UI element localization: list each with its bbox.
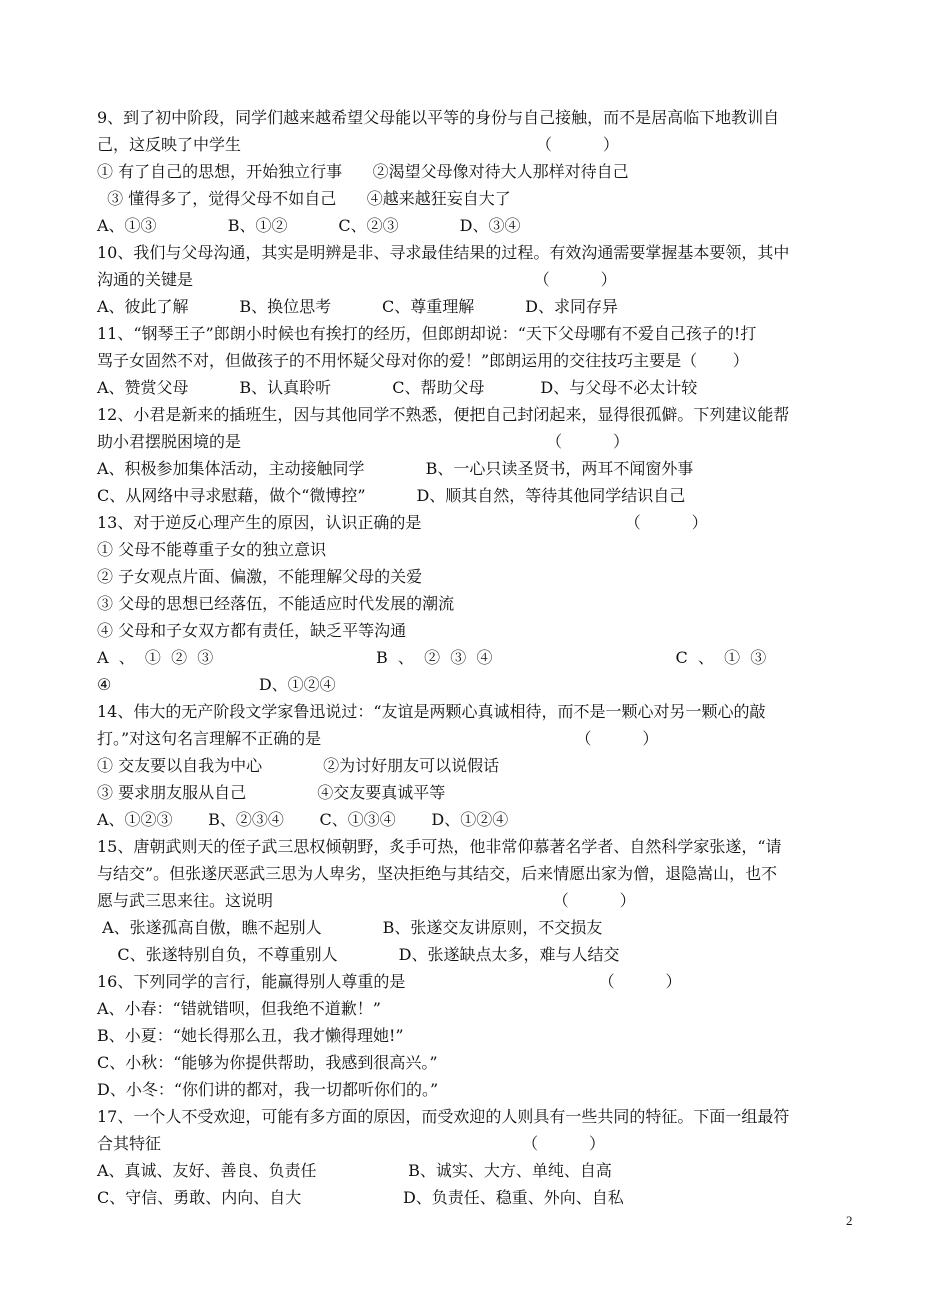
q16-option-b: B、小夏：“她长得那么丑，我才懒得理她!”: [97, 1026, 404, 1045]
q11-line-1: 11、“钢琴王子”郎朗小时候也有挨打的经历，但郎朗却说：“天下父母哪有不爱自己孩子的!打: [97, 324, 757, 343]
q12-line-1: 12、小君是新来的插班生，因与其他同学不熟悉，便把自己封闭起来，显得很孤僻。下列建议能帮: [97, 405, 790, 424]
q14-line-2: 打。”对这句名言理解不正确的是 （ ）: [97, 729, 659, 748]
q9-statements-2: ③ 懂得多了，觉得父母不如自己 ④越来越狂妄自大了: [97, 189, 511, 208]
q9-statements-1: ① 有了自己的思想，开始独立行事 ②渴望父母像对待大人那样对待自己: [97, 162, 629, 181]
q11-options: A、赞赏父母 B、认真聆听 C、帮助父母 D、与父母不必太计较: [97, 378, 698, 397]
q15-options-2: C、张遂特别自负，不尊重别人 D、张遂缺点太多，难与人结交: [97, 945, 620, 964]
q10-line-2: 沟通的关键是 （ ）: [97, 270, 617, 289]
q14-options: A、①②③ B、②③④ C、①③④ D、①②④: [97, 810, 509, 829]
q13-options-2: ④ D、①②④: [97, 675, 336, 694]
q17-line-1: 17、一个人不受欢迎，可能有多方面的原因，而受欢迎的人则具有一些共同的特征。下面一组最符: [97, 1107, 790, 1126]
q9-line-1: 9、到了初中阶段，同学们越来越希望父母能以平等的身份与自己接触，而不是居高临下地教训自: [97, 108, 780, 127]
q17-options-2: C、守信、勇敢、内向、自大 D、负责任、稳重、外向、自私: [97, 1188, 624, 1207]
q16-option-c: C、小秋：“能够为你提供帮助，我感到很高兴。”: [97, 1053, 438, 1072]
q14-line-1: 14、伟大的无产阶段文学家鲁迅说过：“友谊是两颗心真诚相待，而不是一颗心对另一颗心的敲: [97, 702, 766, 721]
q15-line-3: 愿与武三思来往。这说明 （ ）: [97, 891, 636, 910]
q12-options-2: C、从网络中寻求慰藉，做个“微博控” D、顺其自然，等待其他同学结识自己: [97, 486, 686, 505]
q9-line-2: 己，这反映了中学生 （ ）: [97, 135, 619, 154]
q12-options-1: A、积极参加集体活动，主动接触同学 B、一心只读圣贤书，两耳不闻窗外事: [97, 459, 694, 478]
page-number: 2: [846, 1213, 853, 1228]
q11-line-2: 骂子女固然不对，但做孩子的不用怀疑父母对你的爱！”郎朗运用的交往技巧主要是（ ）: [97, 351, 749, 370]
q10-line-1: 10、我们与父母沟通，其实是明辨是非、寻求最佳结果的过程。有效沟通需要掌握基本要领，其中: [97, 243, 790, 262]
q13-statement-3: ③ 父母的思想已经落伍，不能适应时代发展的潮流: [97, 594, 455, 613]
q17-options-1: A、真诚、友好、善良、负责任 B、诚实、大方、单纯、自高: [97, 1161, 612, 1180]
q13-line-1: 13、对于逆反心理产生的原因，认识正确的是 （ ）: [97, 513, 708, 532]
q13-options-1: A 、 ① ② ③ B 、 ② ③ ④ C 、 ① ③: [97, 648, 767, 667]
q13-statement-1: ① 父母不能尊重子女的独立意识: [97, 540, 327, 559]
q12-line-2: 助小君摆脱困境的是 （ ）: [97, 432, 630, 451]
q13-statement-2: ② 子女观点片面、偏激，不能理解父母的关爱: [97, 567, 423, 586]
q13-statement-4: ④ 父母和子女双方都有责任，缺乏平等沟通: [97, 621, 407, 640]
q14-statements-1: ① 交友要以自我为中心 ②为讨好朋友可以说假话: [97, 756, 500, 775]
q17-line-2: 合其特征 （ ）: [97, 1134, 605, 1153]
q16-option-a: A、小春：“错就错呗，但我绝不道歉！”: [97, 999, 381, 1018]
q16-line-1: 16、下列同学的言行，能赢得别人尊重的是 （ ）: [97, 972, 682, 991]
q9-options: A、①③ B、①② C、②③ D、③④: [97, 216, 521, 235]
q16-option-d: D、小冬：“你们讲的都对，我一切都听你们的。”: [97, 1080, 439, 1099]
q15-line-1: 15、唐朝武则天的侄子武三思权倾朝野，炙手可热，他非常仰慕著名学者、自然科学家张遂，“请: [97, 837, 782, 856]
q14-statements-2: ③ 要求朋友服从自己 ④交友要真诚平等: [97, 783, 446, 802]
q15-options-1: A、张遂孤高自傲，瞧不起别人 B、张遂交友讲原则，不交损友: [97, 918, 603, 937]
q10-options: A、彼此了解 B、换位思考 C、尊重理解 D、求同存异: [97, 297, 618, 316]
q15-line-2: 与结交”。但张遂厌恶武三思为人卑劣，坚决拒绝与其结交，后来情愿出家为僧，退隐嵩山，也不: [97, 864, 778, 883]
